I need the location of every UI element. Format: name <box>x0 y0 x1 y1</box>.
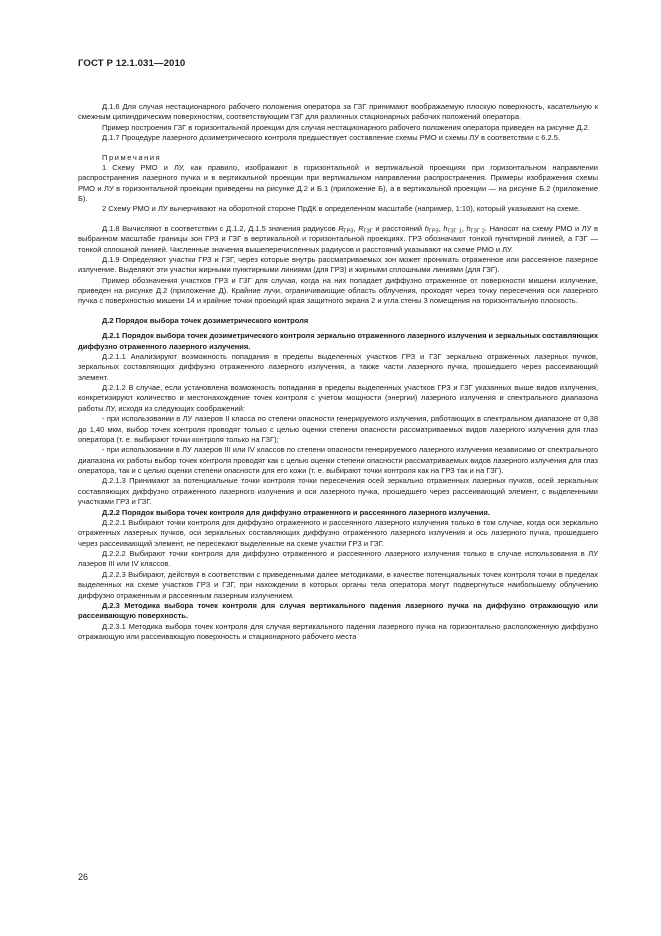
paragraph-d2-1-3: Д.2.1.3 Принимают за потенциальные точки контроля точки пересечения осей зеркально отраженных лазерных пучков, осей зеркальных составляющих диффузно отраженного лазерного излучения и оси лазерного пучка, прошедшего через рассеивающий элемент, с выделенными участками ГРЗ и ГЗГ. <box>78 476 598 507</box>
paragraph-d2-2-3: Д.2.2.3 Выбирают, действуя в соответствии с приведенными далее методиками, в качестве потенциальных точек контроля точки в пределах выделенных на схеме участков ГРЗ и ГЗГ, при нахождении в которых органы тела оператора могут подвергнуться наибольшему облучению диффузно отраженным и рассеянным лазерным излучением. <box>78 569 598 600</box>
paragraph-example-areas: Пример обозначения участков ГРЗ и ГЗГ для случая, когда на них попадает диффузно отраженное от поверхности мишени излучение, приведен на рисунке Д.2 (приложение Д). Крайние лучи, ограничивающие область облучения, проходят через точку пересечения оси лазерного пучка с поверхностью мишени 14 и крайние точки проекций края защитного экрана 2 и угла стены 3 помещения на горизонтальную плоскость. <box>78 275 598 306</box>
list-item-class-3-4: - при использовании в ЛУ лазеров III или IV классов по степени опасности генерируемого лазерного излучения независимо от спектрального диапазона их работы выбор точек контроля проводят как с целью оценки степени опасности рассматриваемых видов лазерного излучения для глаз оператора, так и с целью оценки степени опасности для его кожи (т. е. выбирают точки контроля как на ГРЗ так и на ГЗГ). <box>78 445 598 475</box>
distance-subscript-gzg2: ГЗГ 2 <box>470 228 485 235</box>
heading-d2-1: Д.2.1 Порядок выбора точек дозиметрического контроля зеркально отраженного лазерного излучения и зеркальных составляющих диффузно отраженного лазерного излучения. <box>78 331 598 351</box>
notes-title <box>78 153 598 163</box>
separator-2: , <box>438 223 444 233</box>
d1-8-text-a: Д.1.8 Вычисляют в соответствии с Д.1.2, Д.1.5 значения радиусов <box>102 223 339 233</box>
d1-8-text-c: . Наносят на схему РМО и ЛУ в выбранном масштабе границы зон ГРЗ и ГЗГ в вертикальной и горизонтальной проекциях. ГРЗ обозначают тонкой пунктирной линией, а ГЗГ — тонкой сплошной линией. Численные значения вышеперечисленных радиусов и расстояний указывают на схеме РМО и ЛУ. <box>78 223 599 254</box>
d1-8-text-b: и расстояний <box>372 223 425 233</box>
paragraph-d1-9: Д.1.9 Определяют участки ГРЗ и ГЗГ, через которые внутрь рассматриваемых зон может проникать отраженное или рассеянное лазерное излучение. Выделяют эти участки жирными пунктирными линиями (для ГРЗ) и жирными сплошными линиями (для ГЗГ). <box>78 254 598 275</box>
radius-symbol-1: R <box>338 223 344 233</box>
heading-d2: Д.2 Порядок выбора точек дозиметрического контроля <box>102 315 309 325</box>
notes-title-text: Примечания <box>102 152 162 162</box>
paragraph-d2-1-1: Д.2.1.1 Анализируют возможность попадания в пределы выделенных участков ГРЗ и ГЗГ зеркально отраженных лазерных пучков, зеркальных составляющих диффузно отраженного лазерного излучения, а также части лазерного пучка, прошедшего через рассеивающий элемент. <box>78 351 598 382</box>
distance-symbol-2: h <box>443 223 448 233</box>
paragraph-d1-7: Д.1.7 Процедуре лазерного дозиметрического контроля предшествует составление схемы РМО и схемы ЛУ в соответствии с 6.2.5. <box>102 133 560 143</box>
heading-d2-3: Д.2.3 Методика выбора точек контроля для случая вертикального падения лазерного пучка на диффузно отражающую или рассеивающую поверхность. <box>78 600 598 621</box>
note-1: 1 Схему РМО и ЛУ, как правило, изображают в горизонтальной и вертикальной проекциях при горизонтальном направлении распространения лазерного пучка и в вертикальной проекции при вертикальном направлении распространения. Примеры изображения схемы РМО и ЛУ в горизонтальной проекции приведены на рисунке Д.2 и Б.1 (приложение Б), а в вертикальной проекции — на рисунке Б.2 (приложение Б). <box>78 162 598 203</box>
page-number: 26 <box>78 872 89 882</box>
radius-subscript-grz: ГРЗ <box>343 228 354 235</box>
page-body <box>78 102 598 642</box>
paragraph-d1-8 <box>78 224 598 255</box>
separator-1: , <box>353 223 359 233</box>
distance-subscript-gzg1: ГЗГ 1 <box>447 228 462 235</box>
distance-symbol-3: h <box>466 223 471 233</box>
distance-symbol-1: h <box>424 223 429 233</box>
separator-3: , <box>461 223 464 233</box>
heading-d2-2: Д.2.2 Порядок выбора точек контроля для диффузно отраженного и рассеянного лазерного излучения. <box>102 507 490 517</box>
paragraph-d2-1-2: Д.2.1.2 В случае, если установлена возможность попадания в пределы выделенных участков ГРЗ и ГЗГ указанных выше видов излучения, конкретизируют количество и местонахождение точек контроля с учетом мощности (энергии) лазерного излучения и спектрального диапазона работы ЛУ, исходя из следующих соображений: <box>78 383 598 413</box>
distance-subscript-grz: ГРЗ <box>428 228 439 235</box>
paragraph-example-gzg: Пример построения ГЗГ в горизонтальной проекции для случая нестационарного рабочего положения оператора приведен на рисунке Д.2. <box>102 122 590 132</box>
document-code-header: ГОСТ Р 12.1.031—2010 <box>78 58 186 69</box>
paragraph-d1-6: Д.1.6 Для случая нестационарного рабочего положения оператора за ГЗГ принимают воображаемую плоскую поверхность, касательную к смежным цилиндрическим поверхностям, соответствующим ГЗГ для различных стационарных рабочих положений оператора. <box>78 102 598 122</box>
radius-symbol-2: R <box>358 223 364 233</box>
paragraph-d2-3-1: Д.2.3.1 Методика выбора точек контроля для случая вертикального падения лазерного пучка на горизонтально расположенную диффузно отражающую или рассеивающую поверхность и стационарного рабочего места <box>78 621 598 641</box>
note-2: 2 Схему РМО и ЛУ вычерчивают на оборотной стороне ПрДК в определенном масштабе (например, 1:10), который указывают на схеме. <box>102 204 581 214</box>
radius-subscript-gzg: ГЗГ <box>363 228 373 235</box>
list-item-class-2: - при использовании в ЛУ лазеров II класса по степени опасности генерируемого излучения, работающих в спектральном диапазоне от 0,38 до 1,40 мкм, выбор точек контроля проводят только с целью оценки степени опасности рассматриваемых видов лазерного излучения для глаз оператора (т. е. выбирают точки контроля только на ГЗГ); <box>78 414 598 444</box>
paragraph-d2-2-1: Д.2.2.1 Выбирают точки контроля для диффузно отраженного и рассеянного лазерного излучения только в том случае, когда оси зеркально отраженных лазерных пучков, оси зеркальных составляющих диффузно отраженного лазерного излучения и ось лазерного пучка, прошедшего через рассеивающий элемент, не пересекают выделенные на схеме участки ГРЗ и ГЗГ. <box>78 517 598 548</box>
paragraph-d2-2-2: Д.2.2.2 Выбирают точки контроля для диффузно отраженного и рассеянного лазерного излучения только в случае использования в ЛУ лазеров III или IV классов. <box>78 549 598 569</box>
